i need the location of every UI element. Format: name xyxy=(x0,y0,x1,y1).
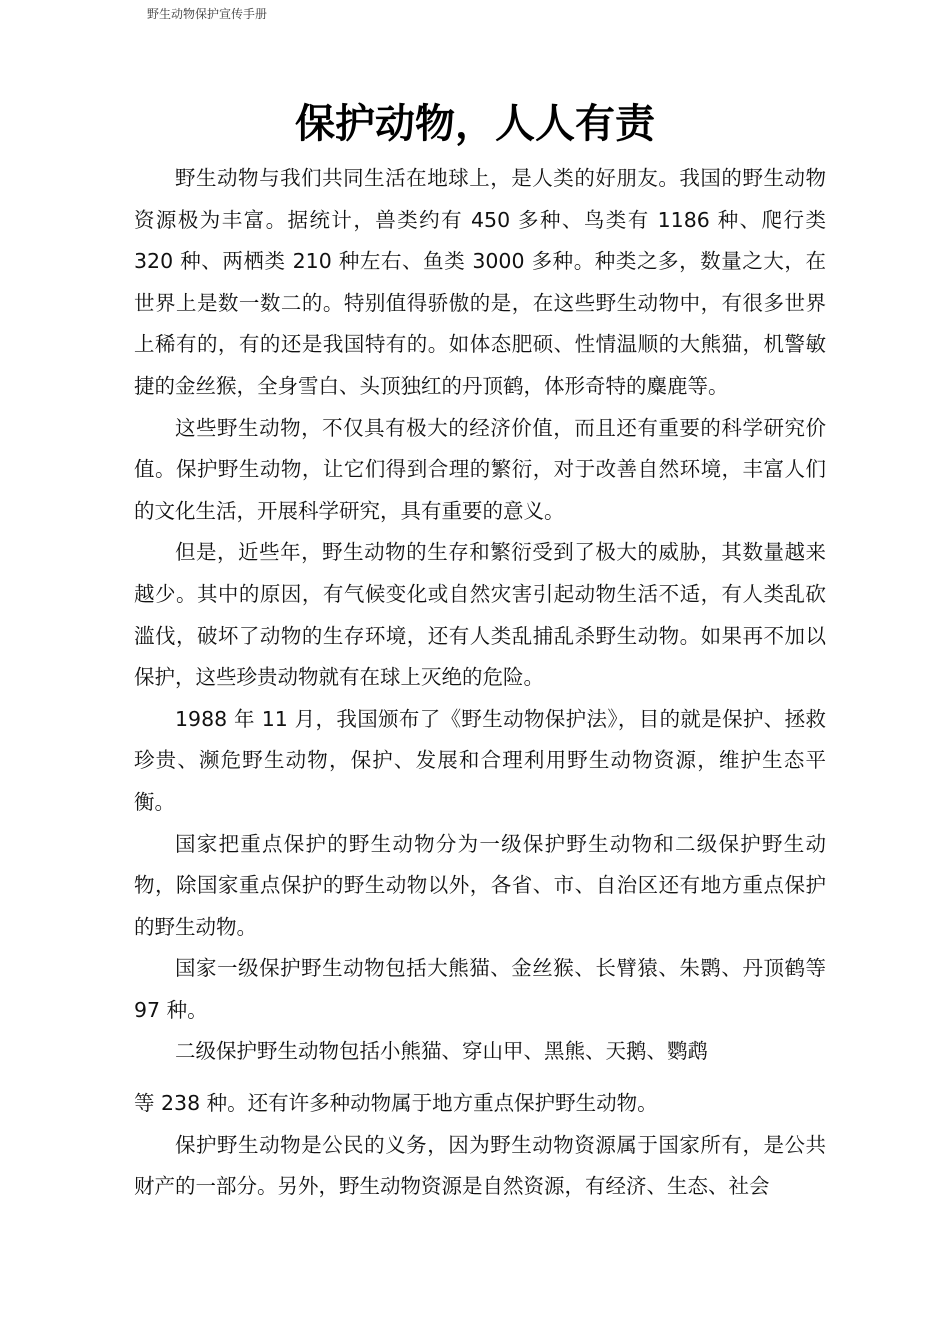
paragraph-protection-levels: 国家把重点保护的野生动物分为一级保护野生动物和二级保护野生动物，除国家重点保护的野生动物以外，各省、市、自治区还有地方重点保护的野生动物。 xyxy=(134,831,826,939)
paragraph-citizen-duty: 保护野生动物是公民的义务，因为野生动物资源属于国家所有，是公共财产的一部分。另外，野生动物资源是自然资源，有经济、生态、社会 xyxy=(134,1132,826,1199)
article-body xyxy=(134,158,826,1208)
paragraph-second-class: 二级保护野生动物包括小熊猫、穿山甲、黑熊、天鹅、鹦鹉 xyxy=(175,1039,708,1064)
paragraph-first-class: 国家一级保护野生动物包括大熊猫、金丝猴、长臂猿、朱鹮、丹顶鹤等 97 种。 xyxy=(134,956,826,1022)
paragraph-protection-law: 1988 年 11 月，我国颁布了《野生动物保护法》，目的就是保护、拯救珍贵、濒危野生动物，保护、发展和合理利用野生动物资源，维护生态平衡。 xyxy=(134,706,826,814)
running-header: 野生动物保护宣传手册 xyxy=(147,7,268,21)
page-title: 保护动物，人人有责 xyxy=(295,101,655,147)
paragraph-value: 这些野生动物，不仅具有极大的经济价值，而且还有重要的科学研究价值。保护野生动物，让它们得到合理的繁衍，对于改善自然环境，丰富人们的文化生活，开展科学研究，具有重要的意义。 xyxy=(134,415,826,523)
paragraph-wildlife-resources: 野生动物与我们共同生活在地球上，是人类的好朋友。我国的野生动物资源极为丰富。据统计，兽类约有 450 多种、鸟类有 1186 种、爬行类 320 种、两栖类 210 种左右、鱼类 3000 多种。种类之多，数量之大，在世界上是数一数二的。特别值得骄傲的是，在这些野生动物中，有很多世界上稀有的，有的还是我国特有的。如体态肥硕、性情温顺的大熊猫，机警敏捷的金丝猴，全身雪白、头顶独红的丹顶鹤，体形奇特的麋鹿等。 xyxy=(134,166,826,398)
paragraph-second-class-continued: 等 238 种。还有许多种动物属于地方重点保护野生动物。 xyxy=(134,1091,658,1116)
paragraph-threats: 但是，近些年，野生动物的生存和繁衍受到了极大的威胁，其数量越来越少。其中的原因，有气候变化或自然灾害引起动物生活不适，有人类乱砍滥伐，破坏了动物的生存环境，还有人类乱捕乱杀野生动物。如果再不加以保护，这些珍贵动物就有在球上灭绝的危险。 xyxy=(134,540,826,690)
